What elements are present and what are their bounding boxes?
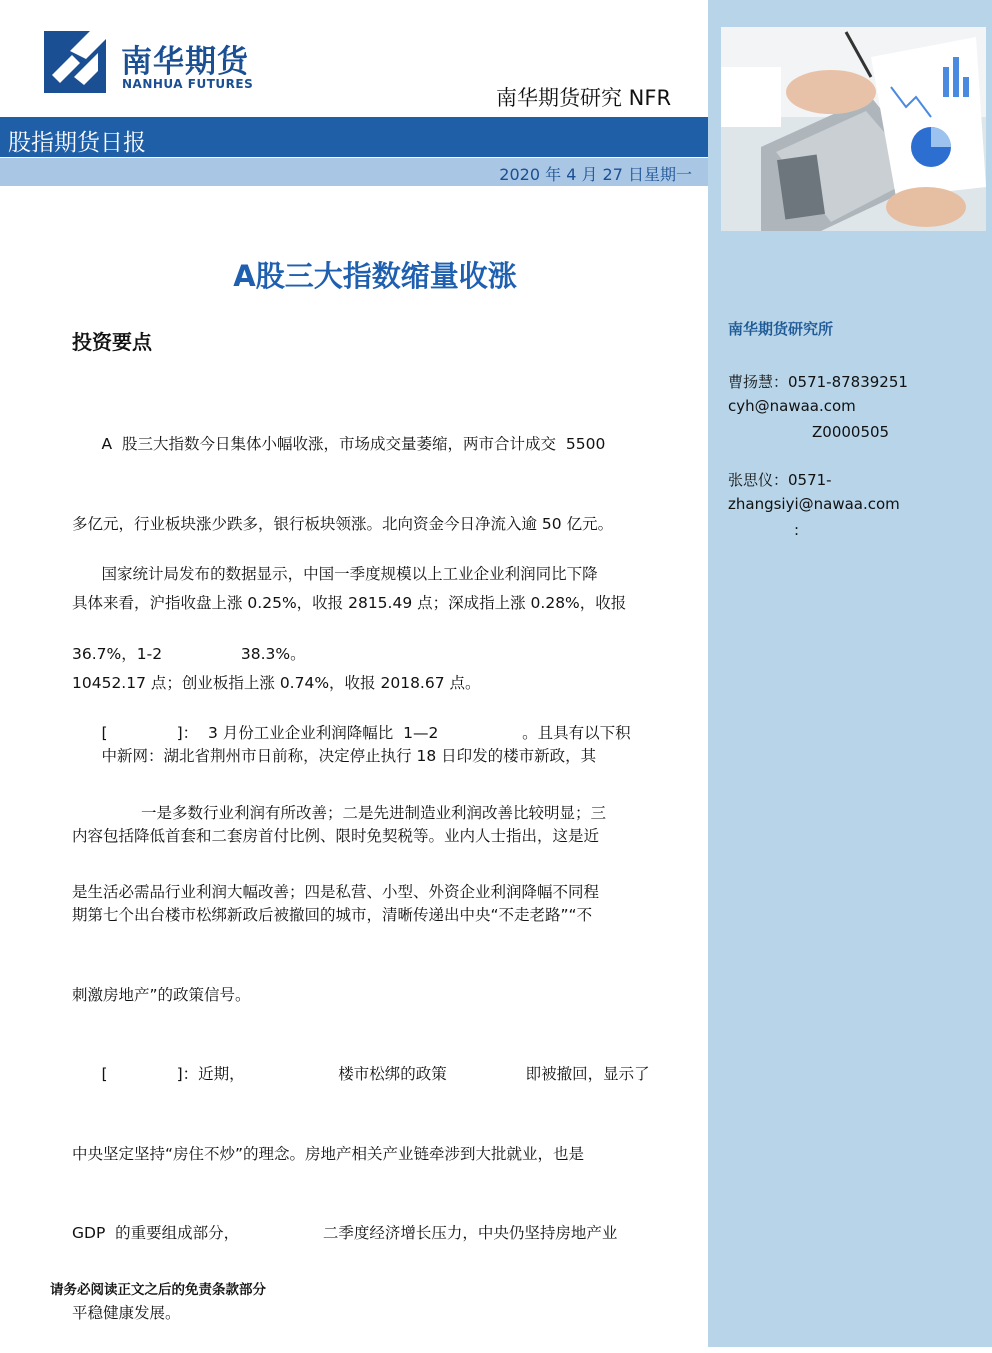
report-date: 2020 年 4 月 27 日星期一: [499, 165, 692, 184]
contact2-email[interactable]: zhangsiyi@nawaa.com: [728, 495, 900, 513]
nanhua-logo-icon: [44, 31, 106, 93]
logo-english-name: NANHUA FUTURES: [122, 77, 254, 91]
paragraph-line: 具体来看，沪指收盘上涨 0.25%，收报 2815.49 点；深成指上涨 0.28%，收报: [72, 594, 627, 612]
research-title: 南华期货研究 NFR: [496, 86, 672, 110]
paragraph-line: 期第七个出台楼市松绑新政后被撤回的城市，清晰传递出中央“不走老路”“不: [72, 906, 593, 924]
logo-chinese-name: 南华期货: [121, 44, 249, 80]
contact1-phone: 曹扬慧：0571-87839251: [728, 373, 908, 391]
paragraph-line: 平稳健康发展。: [72, 1303, 181, 1322]
contact2-phone: 张思仪：0571-: [728, 471, 832, 489]
paragraph-line: 36.7%，1-2 38.3%。: [72, 644, 306, 663]
institute-name: 南华期货研究所: [728, 320, 834, 338]
paragraph-line: 一是多数行业利润有所改善；二是先进制造业利润改善比较明显；三: [72, 803, 606, 822]
section-heading: 投资要点: [72, 330, 152, 354]
paragraph-line: 10452.17 点；创业板指上涨 0.74%，收报 2018.67 点。: [72, 673, 481, 692]
paragraph-line: 中新网：湖北省荆州市日前称，决定停止执行 18 日印发的楼市新政，其: [72, 747, 597, 765]
paragraph-line: 中央坚定坚持“房住不炒”的理念。房地产相关产业链牵涉到大批就业，也是: [72, 1144, 585, 1163]
disclaimer-note: 请务必阅读正文之后的免责条款部分: [50, 1282, 266, 1298]
report-title: A股三大指数缩量收涨: [233, 259, 517, 293]
paragraph-line: 是生活必需品行业利润大幅改善；四是私营、小型、外资企业利润降幅不同程: [72, 883, 600, 901]
paragraph-line: A 股三大指数今日集体小幅收涨，市场成交量萎缩，两市合计成交 5500: [72, 435, 606, 453]
paragraph-line: [ ]：近期， 楼市松绑的政策 即被撤回，显示了: [72, 1065, 650, 1083]
paragraph-line: 刺激房地产”的政策信号。: [72, 985, 251, 1004]
contact1-email[interactable]: cyh@nawaa.com: [728, 397, 856, 415]
paragraph-line: GDP 的重要组成部分， 二季度经济增长压力，中央仍坚持房地产业: [72, 1224, 618, 1242]
paragraph-line: 内容包括降低首套和二套房首付比例、限时免契税等。业内人士指出，这是近: [72, 826, 600, 845]
paragraph-line: [ ]： 3 月份工业企业利润降幅比 1—2 。且具有以下积: [72, 724, 631, 742]
paragraph-line: 国家统计局发布的数据显示，中国一季度规模以上工业企业利润同比下降: [72, 565, 598, 583]
paragraph-property: [72, 690, 650, 1353]
report-type: 股指期货日报: [8, 130, 146, 156]
paragraph-line: 多亿元，行业板块涨少跌多，银行板块领涨。北向资金今日净流入逾 50 亿元。: [72, 514, 614, 533]
contact1-license: Z0000505: [812, 423, 890, 441]
contact2-license: :: [794, 521, 800, 539]
sidebar-photo: [721, 27, 986, 231]
